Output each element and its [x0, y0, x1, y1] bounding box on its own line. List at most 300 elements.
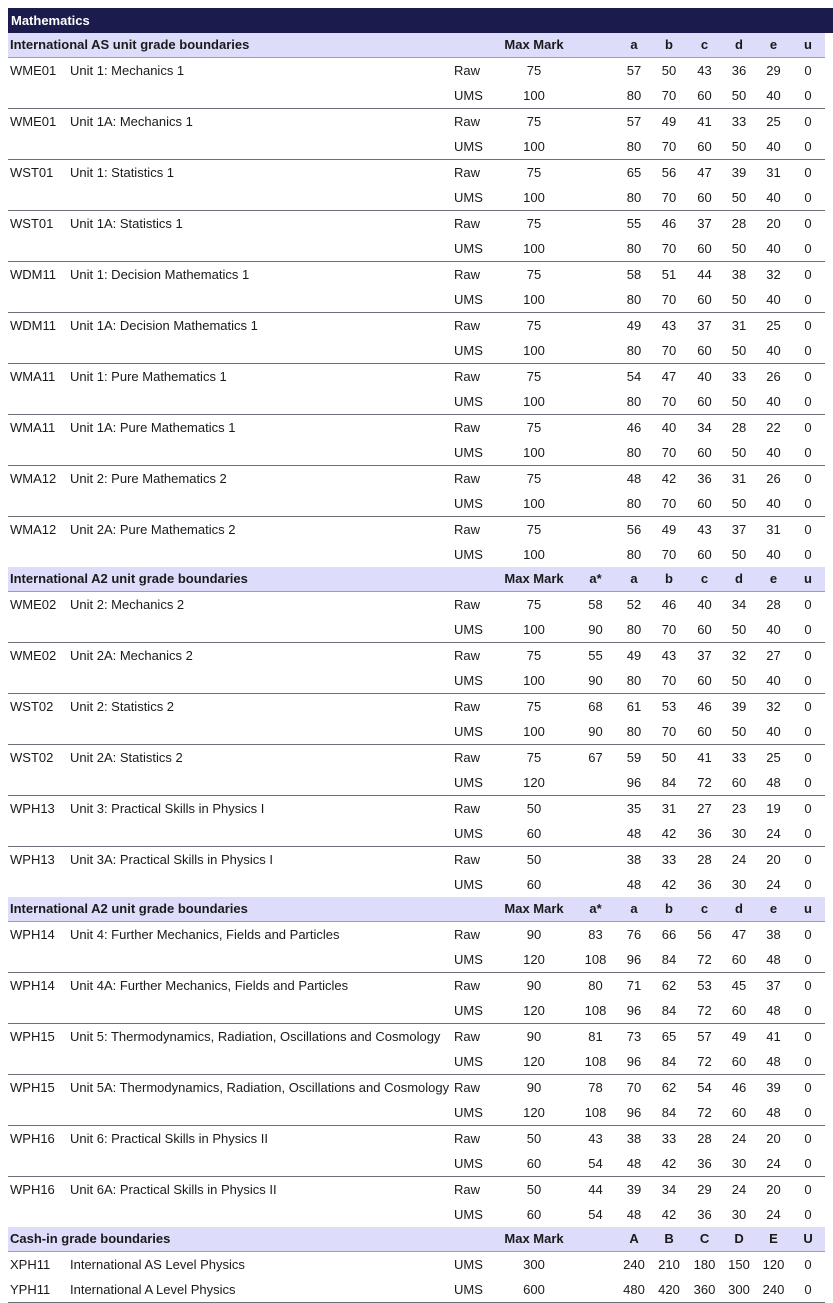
table-row	[8, 617, 825, 643]
qualification-code: XPH11	[10, 1257, 51, 1272]
unit-name: Unit 2: Pure Mathematics 2	[70, 466, 454, 492]
grade-value: 96	[626, 1003, 642, 1018]
grade-value: 39	[722, 694, 756, 720]
grade-value: 0	[804, 622, 812, 637]
grade-value: 420	[651, 1277, 687, 1303]
grade-value: 0	[804, 139, 812, 154]
grade-value: 48	[766, 1003, 781, 1018]
grade-value	[574, 821, 617, 847]
mark-type: Raw	[454, 466, 494, 492]
grade-value: 38	[617, 847, 651, 873]
grade-value: 62	[651, 973, 687, 999]
grade-value: 80	[626, 622, 642, 637]
grade-value: 58	[588, 597, 603, 612]
max-mark: 75	[494, 109, 574, 135]
table-row	[8, 643, 825, 669]
unit-code-empty	[8, 287, 70, 313]
grade-value: 76	[626, 927, 642, 942]
grade-value: 36	[697, 1207, 712, 1222]
unit-name-empty	[70, 134, 454, 160]
mark-type: Raw	[454, 517, 494, 543]
grade-header: u	[791, 567, 825, 592]
grade-value: 70	[661, 547, 677, 562]
grade-value: 0	[804, 775, 812, 790]
grade-value: 54	[588, 1207, 603, 1222]
grade-value: 48	[626, 1207, 642, 1222]
grade-value: 62	[651, 1075, 687, 1101]
grade-value: 48	[617, 466, 651, 492]
unit-code-empty	[8, 770, 70, 796]
table-row	[8, 947, 825, 973]
table-row	[8, 796, 825, 822]
grade-value: 47	[687, 160, 722, 186]
unit-name: Unit 2: Statistics 2	[70, 694, 454, 720]
grade-value: 0	[791, 415, 825, 441]
max-mark: 75	[526, 63, 542, 78]
grade-value: 0	[804, 1156, 812, 1171]
grade-boundaries-table	[8, 33, 825, 1303]
max-mark: 75	[494, 364, 574, 390]
grade-value: 40	[766, 343, 781, 358]
grade-header: b	[651, 897, 687, 922]
unit-name: Unit 3: Practical Skills in Physics I	[70, 796, 454, 822]
grade-value: 40	[766, 292, 781, 307]
unit-name-empty	[70, 719, 454, 745]
grade-value: 31	[722, 466, 756, 492]
grade-value: 0	[804, 292, 812, 307]
grade-value: 0	[791, 745, 825, 771]
max-mark: 120	[523, 775, 545, 790]
grade-value: 37	[687, 211, 722, 237]
grade-value: 60	[697, 190, 712, 205]
unit-code: WST01	[8, 211, 70, 237]
grade-header: a	[617, 33, 651, 58]
grade-header: C	[687, 1227, 722, 1252]
unit-name-empty	[70, 617, 454, 643]
grade-value: 65	[651, 1024, 687, 1050]
grade-value: 50	[731, 547, 747, 562]
grade-value: 120	[762, 1257, 785, 1272]
mark-type: UMS	[454, 1003, 483, 1018]
mark-type: UMS	[454, 241, 483, 256]
grade-value: 300	[722, 1277, 756, 1303]
grade-value	[574, 236, 617, 262]
grade-value: 0	[791, 211, 825, 237]
grade-value: 24	[766, 1156, 781, 1171]
grade-value: 25	[756, 745, 791, 771]
unit-code-empty	[8, 947, 70, 973]
unit-name: Unit 1: Pure Mathematics 1	[70, 364, 454, 390]
grade-value	[574, 770, 617, 796]
unit-code: WPH13	[8, 847, 70, 873]
grade-value	[574, 313, 617, 339]
max-mark: 50	[494, 847, 574, 873]
grade-value: 37	[722, 517, 756, 543]
grade-value: 42	[661, 1156, 677, 1171]
grade-value	[574, 389, 617, 415]
max-mark: 50	[494, 796, 574, 822]
grade-value: 40	[697, 597, 712, 612]
grade-value: 0	[804, 63, 812, 78]
grade-value: 37	[687, 313, 722, 339]
grade-header: e	[756, 33, 791, 58]
grade-value: 0	[791, 364, 825, 390]
grade-value: 0	[804, 597, 812, 612]
grade-value: 48	[766, 1105, 781, 1120]
grade-header: c	[687, 897, 722, 922]
table-row	[8, 592, 825, 618]
mark-type: UMS	[454, 190, 483, 205]
grade-value: 96	[626, 1054, 642, 1069]
grade-value: 60	[731, 775, 747, 790]
unit-name: Unit 2: Mechanics 2	[70, 597, 185, 612]
grade-value: 19	[756, 796, 791, 822]
grade-header: E	[756, 1227, 791, 1252]
table-row	[8, 83, 825, 109]
mark-type: Raw	[454, 160, 494, 186]
grade-value: 72	[697, 952, 712, 967]
section-header-row	[8, 567, 825, 592]
grade-value: 51	[651, 262, 687, 288]
grade-value: 61	[617, 694, 651, 720]
mark-type: Raw	[454, 1177, 494, 1203]
mark-type: UMS	[454, 826, 483, 841]
unit-name-empty	[70, 1100, 454, 1126]
grade-value: 48	[626, 1156, 642, 1171]
grade-value: 60	[697, 496, 712, 511]
grade-value: 40	[766, 394, 781, 409]
grade-header	[574, 1227, 617, 1252]
grade-value: 0	[804, 394, 812, 409]
grade-value: 34	[651, 1177, 687, 1203]
table-row	[8, 185, 825, 211]
subject-title: Mathematics	[8, 8, 833, 33]
mark-type: UMS	[454, 1105, 483, 1120]
max-mark: 120	[523, 1054, 545, 1069]
unit-name: Unit 1: Mechanics 1	[70, 63, 185, 78]
mark-type: UMS	[454, 88, 483, 103]
grade-value: 50	[731, 622, 747, 637]
table-row	[8, 668, 825, 694]
unit-name: Unit 3A: Practical Skills in Physics I	[70, 847, 454, 873]
unit-name: Unit 2A: Pure Mathematics 2	[70, 517, 454, 543]
table-row	[8, 1049, 825, 1075]
grade-value: 38	[766, 927, 781, 942]
unit-name-empty	[70, 1202, 454, 1227]
grade-value: 42	[651, 466, 687, 492]
grade-value: 84	[661, 952, 677, 967]
grade-value: 70	[661, 139, 677, 154]
grade-value: 39	[617, 1177, 651, 1203]
max-mark: 100	[523, 292, 545, 307]
grade-value: 180	[693, 1257, 716, 1272]
grade-value: 41	[687, 745, 722, 771]
grade-value: 108	[584, 952, 607, 967]
grade-value: 60	[697, 622, 712, 637]
grade-value: 32	[756, 262, 791, 288]
max-mark: 75	[494, 466, 574, 492]
qualification-code: YPH11	[8, 1277, 70, 1303]
table-row	[8, 770, 825, 796]
max-mark: 60	[526, 1207, 542, 1222]
grade-value: 108	[584, 1003, 607, 1018]
unit-code-empty	[8, 821, 70, 847]
table-row	[8, 973, 825, 999]
grade-value: 29	[687, 1177, 722, 1203]
grade-value: 0	[791, 973, 825, 999]
grade-value: 30	[731, 877, 747, 892]
grade-value: 31	[756, 517, 791, 543]
grade-value: 90	[588, 673, 603, 688]
grade-value: 24	[722, 847, 756, 873]
unit-code-empty	[8, 668, 70, 694]
grade-value: 32	[756, 694, 791, 720]
unit-name: Unit 5A: Thermodynamics, Radiation, Oscillations and Cosmology	[70, 1075, 454, 1101]
unit-code: WPH13	[8, 796, 70, 822]
grade-value: 96	[626, 952, 642, 967]
max-mark: 90	[526, 927, 542, 942]
grade-value: 48	[766, 1054, 781, 1069]
grade-value: 70	[661, 622, 677, 637]
grade-header: U	[791, 1227, 825, 1252]
grade-value: 20	[756, 1126, 791, 1152]
grade-value: 30	[731, 826, 747, 841]
grade-value: 39	[722, 160, 756, 186]
grade-value: 0	[791, 1177, 825, 1203]
unit-code-empty	[8, 440, 70, 466]
max-mark: 75	[494, 517, 574, 543]
unit-code-empty	[8, 1049, 70, 1075]
grade-value: 50	[731, 343, 747, 358]
grade-value: 90	[588, 622, 603, 637]
unit-code-empty	[8, 338, 70, 364]
grade-value: 33	[722, 745, 756, 771]
mark-type: Raw	[454, 643, 494, 669]
table-row	[8, 440, 825, 466]
unit-name-empty	[70, 287, 454, 313]
section-header-row	[8, 897, 825, 922]
grade-value: 49	[617, 643, 651, 669]
grade-value: 0	[791, 1075, 825, 1101]
grade-value: 32	[722, 643, 756, 669]
grade-value: 54	[588, 1156, 603, 1171]
grade-value: 47	[651, 364, 687, 390]
unit-name: Unit 1A: Mechanics 1	[70, 109, 454, 135]
grade-value	[574, 160, 617, 186]
grade-value: 60	[697, 724, 712, 739]
grade-value: 60	[697, 673, 712, 688]
grade-value: 56	[617, 517, 651, 543]
grade-value: 108	[584, 1054, 607, 1069]
grade-value: 360	[687, 1277, 722, 1303]
grade-value: 71	[617, 973, 651, 999]
mark-type: UMS	[454, 622, 483, 637]
grade-header: a	[617, 897, 651, 922]
grade-value	[574, 83, 617, 109]
grade-value: 83	[588, 927, 603, 942]
grade-value: 35	[617, 796, 651, 822]
mark-type: Raw	[454, 796, 494, 822]
max-mark: 120	[523, 1003, 545, 1018]
mark-type: Raw	[454, 1024, 494, 1050]
grade-header: b	[651, 567, 687, 592]
grade-value	[574, 796, 617, 822]
grade-value	[574, 364, 617, 390]
grade-value: 50	[731, 394, 747, 409]
max-mark: 90	[494, 973, 574, 999]
mark-type: Raw	[454, 745, 494, 771]
grade-value: 24	[766, 826, 781, 841]
mark-type: UMS	[454, 394, 483, 409]
unit-code-empty	[8, 998, 70, 1024]
grade-value: 38	[617, 1126, 651, 1152]
grade-value: 0	[791, 160, 825, 186]
section-header-row	[8, 33, 825, 58]
table-row	[8, 872, 825, 897]
grade-value: 50	[731, 445, 747, 460]
max-mark: 75	[494, 694, 574, 720]
unit-code: WST02	[8, 745, 70, 771]
mark-type: UMS	[454, 547, 483, 562]
grade-value: 22	[756, 415, 791, 441]
table-row	[8, 847, 825, 873]
max-mark: 100	[523, 343, 545, 358]
grade-value: 70	[661, 445, 677, 460]
table-row	[8, 1177, 825, 1203]
grade-value: 55	[617, 211, 651, 237]
grade-value: 54	[617, 364, 651, 390]
grade-header: u	[791, 33, 825, 58]
grade-value: 46	[687, 694, 722, 720]
grade-value: 80	[626, 190, 642, 205]
grade-value	[574, 1252, 617, 1278]
unit-code: WPH14	[8, 973, 70, 999]
grade-value	[574, 338, 617, 364]
unit-code: WDM11	[8, 313, 70, 339]
grade-value	[574, 287, 617, 313]
unit-name-empty	[70, 770, 454, 796]
table-row	[8, 542, 825, 567]
grade-value: 73	[617, 1024, 651, 1050]
grade-value	[574, 58, 617, 84]
mark-type: Raw	[454, 211, 494, 237]
grade-header: d	[722, 897, 756, 922]
table-row	[8, 745, 825, 771]
max-mark: 100	[523, 241, 545, 256]
grade-value: 96	[626, 775, 642, 790]
unit-name-empty	[70, 998, 454, 1024]
max-mark: 100	[523, 547, 545, 562]
mark-type: Raw	[454, 262, 494, 288]
grade-header: c	[687, 567, 722, 592]
grade-value: 43	[651, 313, 687, 339]
grade-value: 0	[804, 877, 812, 892]
unit-name-empty	[70, 491, 454, 517]
grade-value: 49	[617, 313, 651, 339]
grade-value: 40	[651, 415, 687, 441]
table-row	[8, 134, 825, 160]
grade-value	[574, 262, 617, 288]
grade-value: 38	[722, 262, 756, 288]
grade-value: 50	[731, 139, 747, 154]
grade-value	[574, 542, 617, 567]
grade-value: 20	[756, 847, 791, 873]
grade-value: 29	[766, 63, 781, 78]
max-mark: 50	[494, 1177, 574, 1203]
unit-code: WST02	[8, 694, 70, 720]
grade-value: 40	[766, 190, 781, 205]
unit-name: Unit 1A: Decision Mathematics 1	[70, 313, 454, 339]
grade-value	[574, 517, 617, 543]
section-heading: Cash-in grade boundaries	[8, 1227, 494, 1252]
unit-code: WMA12	[8, 466, 70, 492]
unit-name-empty	[70, 83, 454, 109]
grade-value: 54	[687, 1075, 722, 1101]
grade-value: 34	[731, 597, 747, 612]
grade-value	[574, 1277, 617, 1303]
unit-code-empty	[8, 1100, 70, 1126]
max-mark: 100	[523, 445, 545, 460]
grade-value: 60	[731, 1105, 747, 1120]
grade-header: D	[722, 1227, 756, 1252]
grade-value: 42	[661, 826, 677, 841]
grade-value: 27	[687, 796, 722, 822]
grade-value: 70	[661, 241, 677, 256]
table-row	[8, 109, 825, 135]
grade-value: 65	[617, 160, 651, 186]
grade-value: 52	[626, 597, 642, 612]
grade-value: 50	[651, 745, 687, 771]
grade-value: 0	[791, 262, 825, 288]
grade-value: 48	[766, 952, 781, 967]
grade-value: 0	[791, 847, 825, 873]
grade-value: 24	[722, 1177, 756, 1203]
table-row	[8, 1202, 825, 1227]
grade-value: 240	[756, 1277, 791, 1303]
unit-code-empty	[8, 185, 70, 211]
section-heading: International A2 unit grade boundaries	[8, 567, 494, 592]
grade-value: 240	[623, 1257, 645, 1272]
max-mark: 75	[494, 313, 574, 339]
grade-value: 30	[731, 1156, 747, 1171]
grade-value: 40	[766, 547, 781, 562]
max-mark: 300	[523, 1257, 545, 1272]
section-header-row	[8, 1227, 825, 1252]
grade-header: e	[756, 897, 791, 922]
unit-name: Unit 1: Statistics 1	[70, 160, 454, 186]
grade-value: 60	[697, 241, 712, 256]
unit-code: WME02	[8, 643, 70, 669]
grade-value: 55	[574, 643, 617, 669]
grade-value: 80	[626, 496, 642, 511]
unit-code-empty	[8, 83, 70, 109]
grade-value: 30	[731, 1207, 747, 1222]
unit-code-empty	[8, 236, 70, 262]
grade-value: 0	[804, 927, 812, 942]
grade-value: 28	[687, 847, 722, 873]
grade-value: 0	[804, 445, 812, 460]
grade-value: 60	[697, 445, 712, 460]
mark-type: UMS	[454, 673, 483, 688]
grade-value: 0	[791, 1024, 825, 1050]
table-row	[8, 998, 825, 1024]
grade-value: 46	[651, 211, 687, 237]
unit-name: Unit 4A: Further Mechanics, Fields and Particles	[70, 973, 454, 999]
grade-value: 56	[651, 160, 687, 186]
grade-value: 26	[756, 466, 791, 492]
mark-type: Raw	[454, 694, 494, 720]
mark-type: UMS	[454, 1207, 483, 1222]
